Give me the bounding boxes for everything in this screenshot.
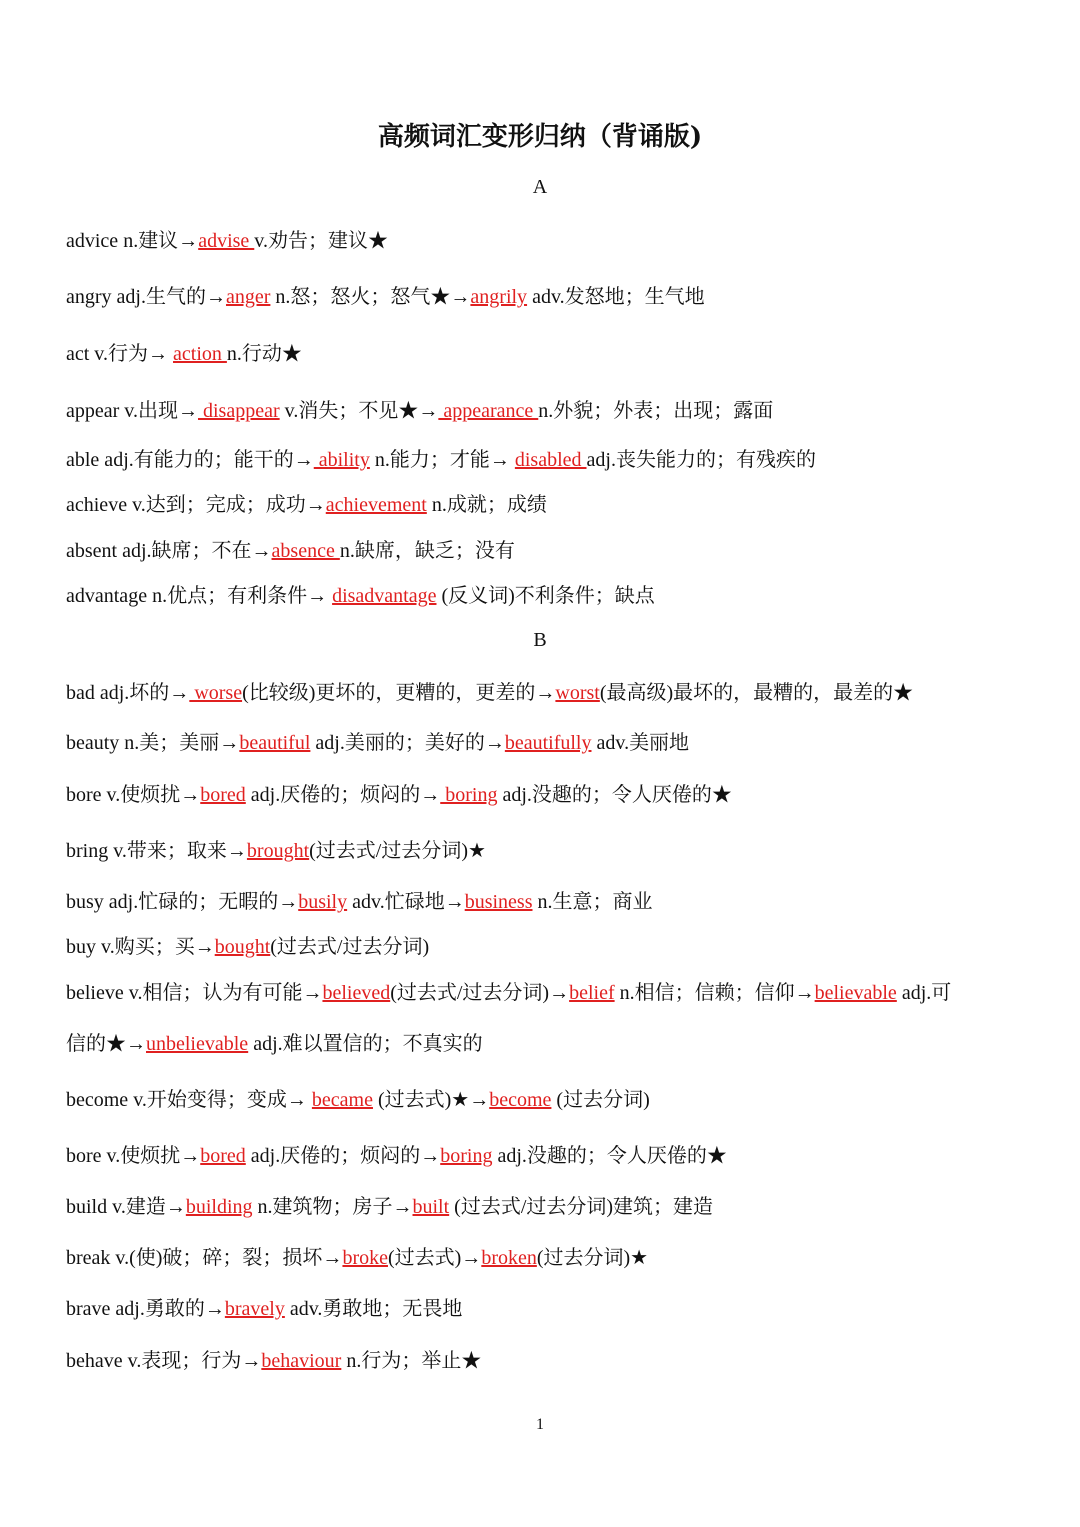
vocab-line (66, 538, 1040, 564)
word-form-highlight: ability (313, 449, 370, 471)
word-form-highlight: achievement (325, 494, 427, 516)
vocab-line (66, 284, 1040, 310)
definition-text: absent adj.缺席；不在→ (66, 540, 272, 562)
word-form-highlight: became (311, 1089, 373, 1111)
definition-text: adv.勇敢地；无畏地 (284, 1298, 463, 1320)
definition-text: bore v.使烦扰→ (66, 784, 201, 806)
vocab-line (66, 228, 1040, 254)
definition-text: adj.可 (896, 982, 952, 1004)
definition-text: n.行动★ (226, 343, 302, 365)
definition-text: (过去式/过去分词)建筑；建造 (449, 1196, 714, 1218)
vocab-line (66, 838, 1040, 864)
word-form-highlight: building (185, 1196, 253, 1218)
definition-text: able adj.有能力的；能干的→ (66, 449, 314, 471)
word-form-highlight: disappear (198, 400, 280, 422)
word-form-highlight: bravely (224, 1298, 285, 1320)
definition-text: n.怒；怒火；怒气★→ (270, 286, 471, 308)
definition-text: behave v.表现；行为→ (66, 1350, 262, 1372)
definition-text: achieve v.达到；完成；成功→ (66, 494, 326, 516)
word-form-highlight: disabled (514, 449, 587, 471)
word-form-highlight: built (412, 1196, 450, 1218)
definition-text: 信的★→ (66, 1033, 146, 1055)
vocab-line (66, 492, 1040, 518)
vocab-line (66, 1194, 1040, 1220)
word-form-highlight: brought (246, 840, 310, 862)
definition-text: act v.行为→ (66, 343, 174, 365)
word-form-highlight: worse (189, 682, 243, 704)
definition-text: v.消失；不见★→ (279, 400, 439, 422)
word-form-highlight: absence (271, 540, 340, 562)
definition-text: adv.发怒地；生气地 (527, 286, 705, 308)
definition-text: believe v.相信；认为有可能→ (66, 982, 323, 1004)
definition-text: adj.厌倦的；烦闷的→ (245, 1145, 441, 1167)
definition-text: adv.忙碌地→ (347, 891, 465, 913)
word-form-highlight: anger (225, 286, 271, 308)
vocab-line (66, 1031, 1040, 1057)
definition-text: (过去分词)★ (536, 1247, 649, 1269)
definition-text: advice n.建议→ (66, 230, 199, 252)
word-form-highlight: believable (814, 982, 897, 1004)
definition-text: adj.没趣的；令人厌倦的★ (497, 784, 732, 806)
definition-text: become v.开始变得；变成→ (66, 1089, 312, 1111)
definition-text: n.建筑物；房子→ (252, 1196, 413, 1218)
definition-text: bore v.使烦扰→ (66, 1145, 201, 1167)
word-form-highlight: broke (342, 1247, 388, 1269)
vocab-line (66, 341, 1040, 367)
definition-text: appear v.出现→ (66, 400, 198, 422)
definition-text: (过去式/过去分词)→ (390, 982, 570, 1004)
vocab-line (66, 1143, 1040, 1169)
definition-text: (比较级)更坏的，更糟的，更差的→ (242, 682, 556, 704)
vocab-line (66, 583, 1040, 609)
word-form-highlight: believed (322, 982, 391, 1004)
word-form-highlight: unbelievable (146, 1033, 249, 1055)
word-form-highlight: disadvantage (332, 585, 437, 607)
vocab-line (66, 447, 1040, 473)
definition-text: beauty n.美；美丽→ (66, 732, 240, 754)
word-form-highlight: beautifully (504, 732, 592, 754)
word-form-highlight: belief (569, 982, 615, 1004)
definition-text: (过去式)→ (387, 1247, 482, 1269)
vocab-line (66, 782, 1040, 808)
definition-text: adj.难以置信的；不真实的 (248, 1033, 483, 1055)
definition-text: n.能力；才能→ (369, 449, 515, 471)
definition-text: buy v.购买；买→ (66, 936, 215, 958)
word-form-highlight: broken (481, 1247, 537, 1269)
section-heading-a: A (532, 176, 548, 198)
vocab-line (66, 680, 1040, 706)
definition-text: bring v.带来；取来→ (66, 840, 247, 862)
definition-text: bad adj.坏的→ (66, 682, 190, 704)
vocab-line (66, 398, 1040, 424)
definition-text: build v.建造→ (66, 1196, 186, 1218)
vocab-line (66, 730, 1040, 756)
definition-text: n.外貌；外表；出现；露面 (538, 400, 774, 422)
vocab-line (66, 1087, 1040, 1113)
vocab-line (66, 1245, 1040, 1271)
word-form-highlight: beautiful (239, 732, 311, 754)
definition-text: busy adj.忙碌的；无暇的→ (66, 891, 299, 913)
definition-text: brave adj.勇敢的→ (66, 1298, 225, 1320)
definition-text: n.成就；成绩 (426, 494, 547, 516)
word-form-highlight: appearance (438, 400, 539, 422)
word-form-highlight: advise (198, 230, 255, 252)
definition-text: (过去式)★→ (372, 1089, 490, 1111)
definition-text: n.相信；信赖；信仰→ (614, 982, 815, 1004)
definition-text: n.生意；商业 (532, 891, 653, 913)
definition-text: break v.(使)破；碎；裂；损坏→ (66, 1247, 343, 1269)
definition-text: adj.丧失能力的；有残疾的 (586, 449, 816, 471)
definition-text: (过去分词) (551, 1089, 650, 1111)
word-form-highlight: bored (200, 1145, 246, 1167)
word-form-highlight: busily (298, 891, 348, 913)
word-form-highlight: worst (555, 682, 600, 704)
definition-text: (反义词)不利条件；缺点 (436, 585, 655, 607)
word-form-highlight: bought (214, 936, 271, 958)
vocab-line (66, 980, 1040, 1006)
definition-text: angry adj.生气的→ (66, 286, 226, 308)
word-form-highlight: bored (200, 784, 246, 806)
definition-text: adv.美丽地 (591, 732, 690, 754)
vocab-line (66, 934, 1040, 960)
word-form-highlight: action (173, 343, 227, 365)
vocab-line (66, 1348, 1040, 1374)
word-form-highlight: boring (440, 1145, 493, 1167)
definition-text: adj.没趣的；令人厌倦的★ (492, 1145, 727, 1167)
word-form-highlight: boring (440, 784, 498, 806)
word-form-highlight: angrily (470, 286, 528, 308)
definition-text: (过去式/过去分词) (270, 936, 430, 958)
word-form-highlight: business (464, 891, 533, 913)
vocab-line (66, 1296, 1040, 1322)
definition-text: (最高级)最坏的，最糟的，最差的★ (599, 682, 914, 704)
section-heading-b: B (533, 629, 547, 651)
definition-text: n.缺席，缺乏；没有 (339, 540, 515, 562)
definition-text: adj.厌倦的；烦闷的→ (245, 784, 441, 806)
definition-text: v.劝告；建议★ (254, 230, 388, 252)
definition-text: n.行为；举止★ (341, 1350, 482, 1372)
vocab-line (66, 889, 1040, 915)
page-title: 高频词汇变形归纳（背诵版) (377, 122, 703, 152)
word-form-highlight: become (489, 1089, 552, 1111)
word-form-highlight: behaviour (261, 1350, 342, 1372)
definition-text: advantage n.优点；有利条件→ (66, 585, 333, 607)
definition-text: adj.美丽的；美好的→ (310, 732, 505, 754)
definition-text: (过去式/过去分词)★ (309, 840, 486, 862)
page-number: 1 (536, 1416, 544, 1433)
